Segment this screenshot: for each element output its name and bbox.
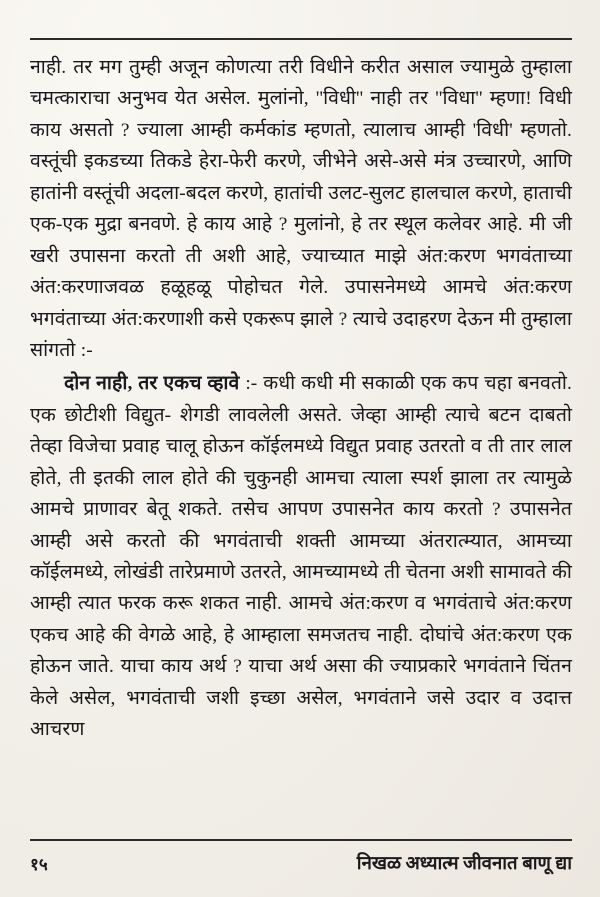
footer-book-title: निखळ अध्यात्म जीवनात बाणू द्या — [356, 854, 572, 874]
page-footer — [30, 850, 572, 875]
page-number: १५ — [30, 855, 48, 874]
paragraph-1 — [30, 52, 572, 366]
paragraph-2-lead: दोन नाही, तर एकच व्हावे — [64, 373, 240, 395]
top-rule-divider — [30, 38, 572, 40]
footer-rule-divider — [30, 839, 572, 841]
page-body — [30, 52, 572, 746]
paragraph-2-text: :- कधी कधी मी सकाळी एक कप चहा बनवतो. एक छोटीशी विद्युत- शेगडी लावलेली असते. जेव्हा आम्ही त्याचे बटन दाबतो तेव्हा विजेचा प्रवाह चालू होऊन कॉईलमध्ये विद्युत प्रवाह उतरतो व ती तार लाल होते, ती इतकी लाल होते की चुकुनही आमचा त्याला स्पर्श झाला तर त्यामुळे आमचे प्राणावर बेतू शकते. तसेच आपण उपासनेत काय करतो ? उपासनेत आम्ही असे करतो की भगवंताची शक्ती आमच्या अंतरात्म्यात, आमच्या कॉईलमध्ये, लोखंडी तारेप्रमाणे उतरते, आमच्यामध्ये ती चेतना अशी सामावते की आम्ही त्यात फरक करू शकत नाही. आमचे अंत:करण व भगवंताचे अंत:करण एकच आहे की वेगळे आहे, हे आम्हाला समजतच नाही. दोघांचे अंत:करण एक होऊन जाते. याचा काय अर्थ ? याचा अर्थ असा की ज्याप्रकारे भगवंताने चिंतन केले असेल, भगवंताची जशी इच्छा असेल, भगवंताने जसे उदार व उदात्त आचरण — [30, 373, 572, 741]
paragraph-1-text: नाही. तर मग तुम्ही अजून कोणत्या तरी विधीने करीत असाल ज्यामुळे तुम्हाला चमत्काराचा अनुभव येत असेल. मुलांनो, ''विधी'' नाही तर ''विधा'' म्हणा! विधी काय असतो ? ज्याला आम्ही कर्मकांड म्हणतो, त्यालाच आम्ही 'विधी' म्हणतो. वस्तूंची इकडच्या तिकडे हेरा-फेरी करणे, जीभेने असे-असे मंत्र उच्चारणे, आणि हातांनी वस्तूंची अदला-बदल करणे, हातांची उलट-सुलट हालचाल करणे, हाताची एक-एक मुद्रा बनवणे. हे काय आहे ? मुलांनो, हे तर स्थूल कलेवर आहे. मी जी खरी उपासना करतो ती अशी आहे, ज्याच्यात माझे अंत:करण भगवंताच्या अंत:करणाजवळ हळूहळू पोहोचत गेले. उपासनेमध्ये आमचे अंत:करण भगवंताच्या अंत:करणाशी कसे एकरूप झाले ? त्याचे उदाहरण देऊन मी तुम्हाला सांगतो :- — [30, 57, 572, 361]
paragraph-2 — [30, 368, 572, 745]
